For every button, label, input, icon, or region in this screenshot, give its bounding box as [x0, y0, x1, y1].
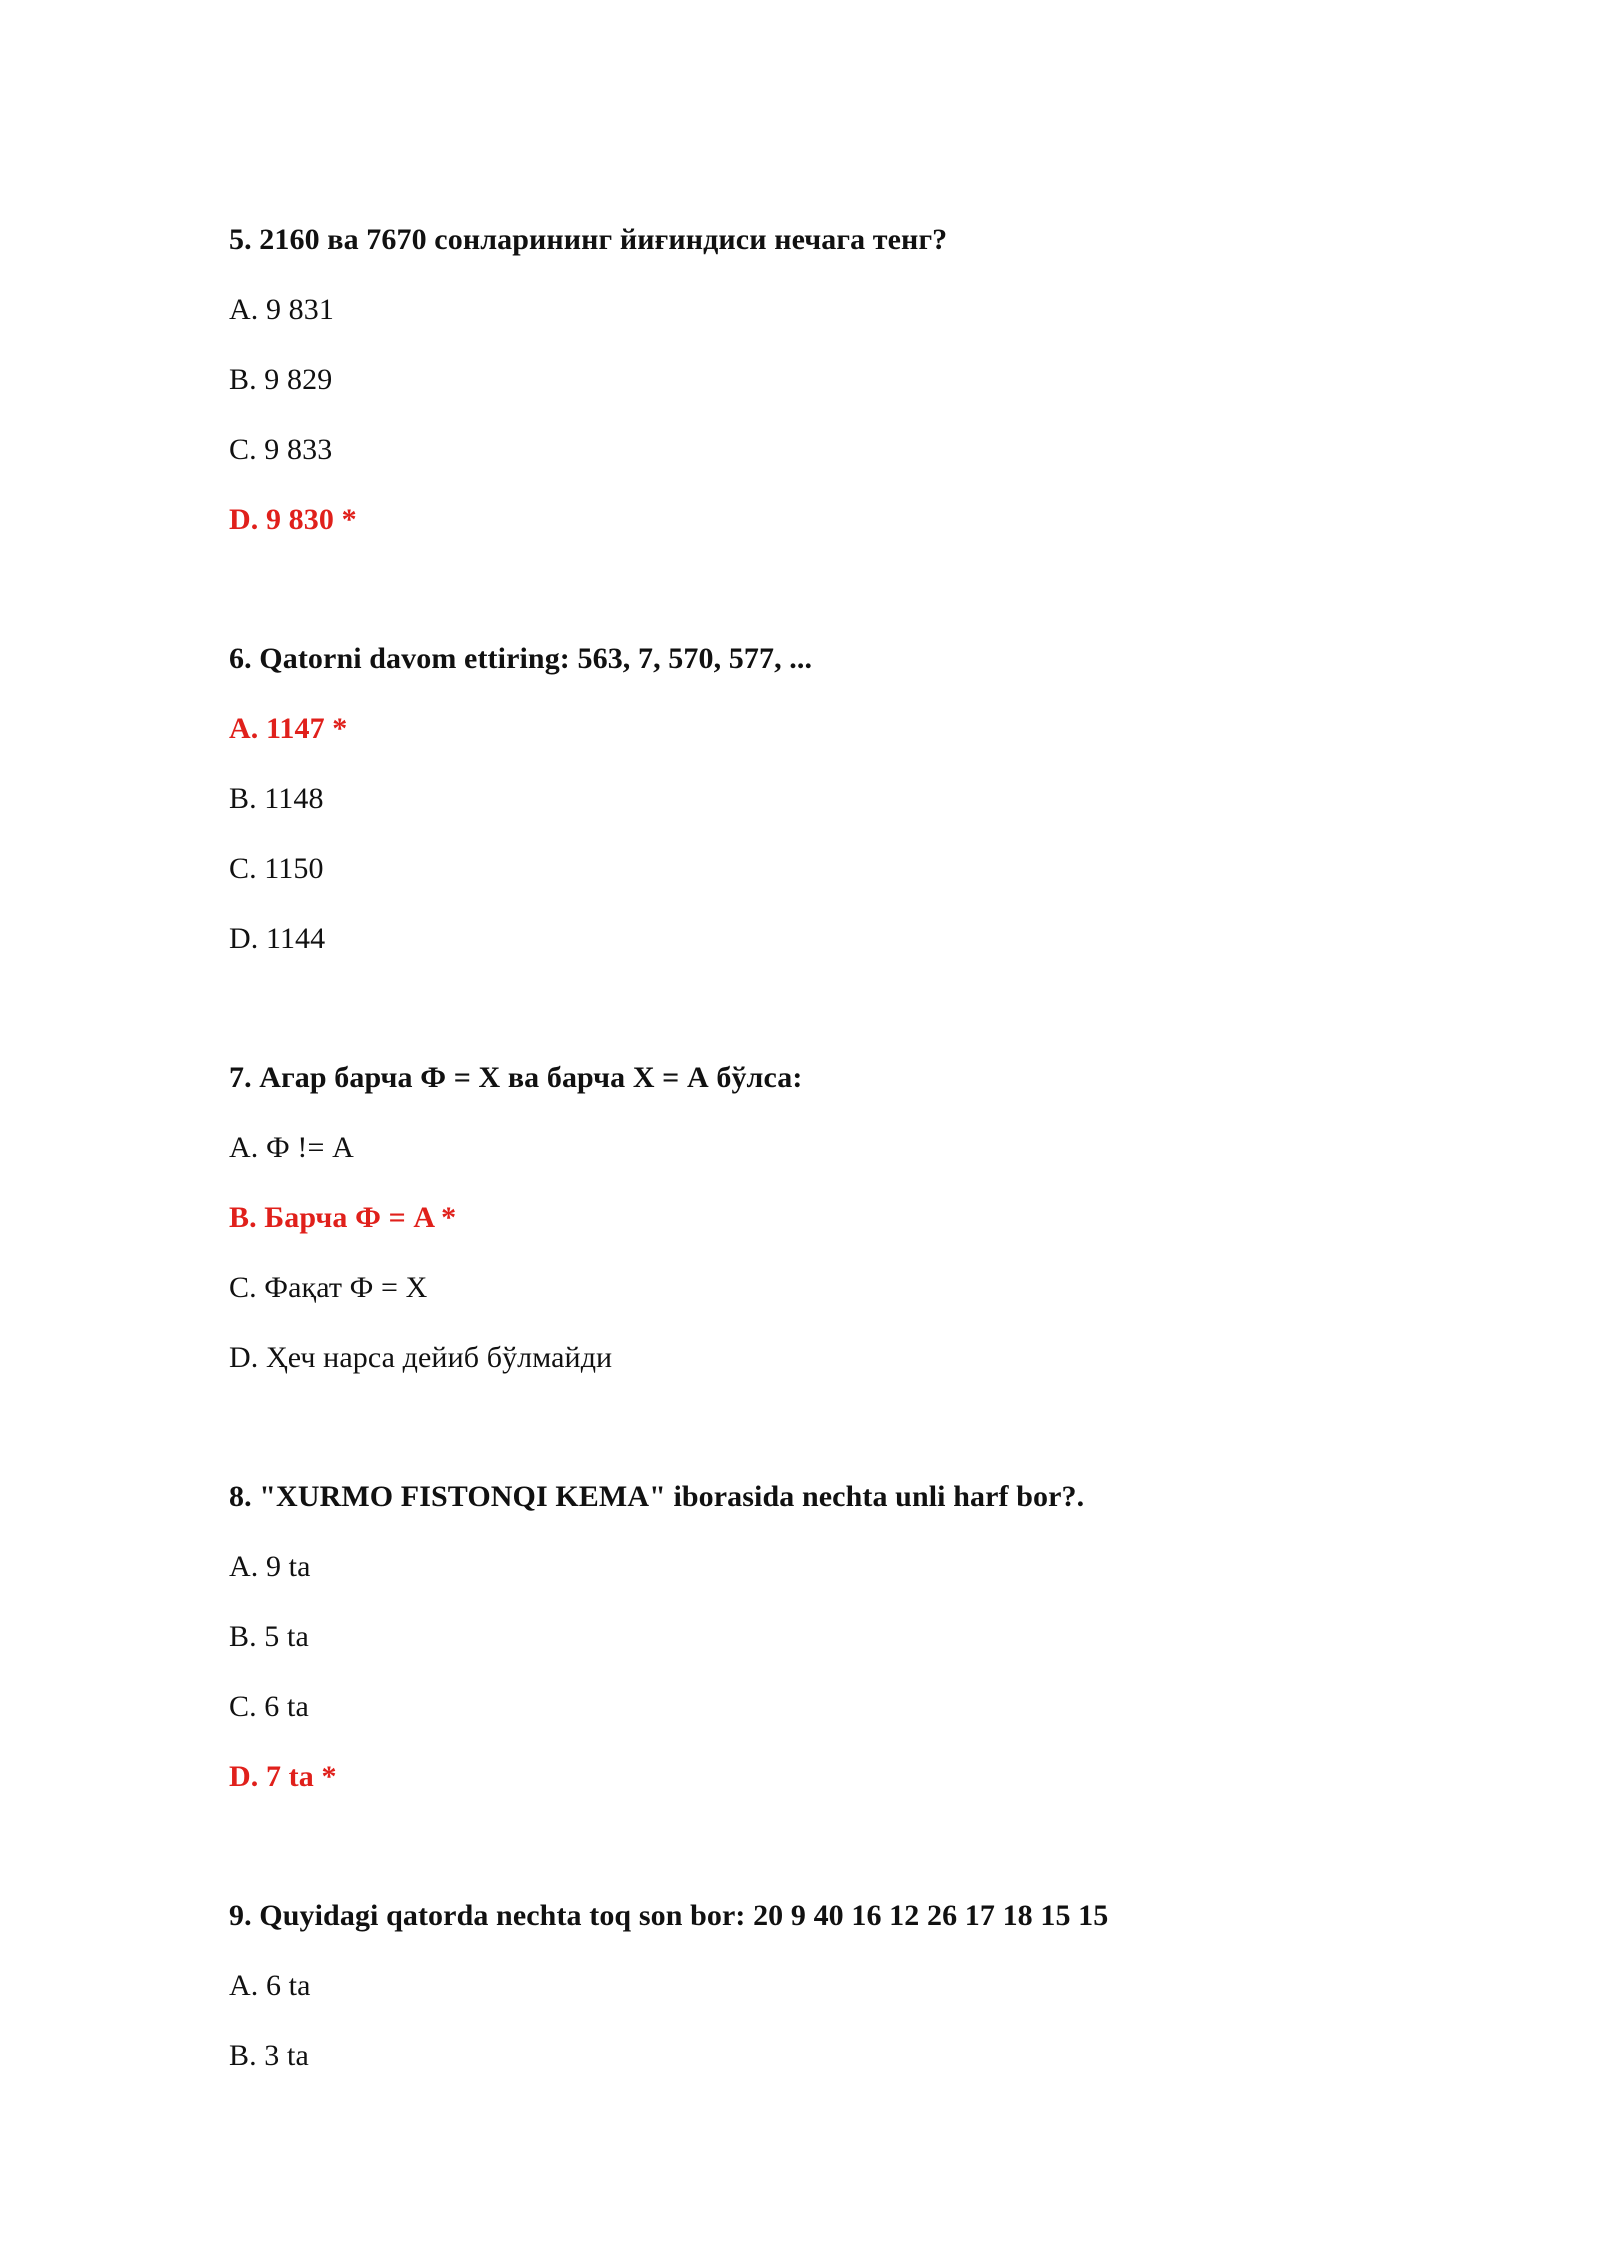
question-6-option-b: B. 1148	[229, 782, 324, 815]
question-6-option-c: C. 1150	[229, 852, 324, 885]
question-8-option-c: C. 6 ta	[229, 1690, 309, 1723]
question-5-option-d-correct: D. 9 830 *	[229, 503, 357, 536]
question-7-option-b-correct: B. Барча Ф = A *	[229, 1201, 457, 1234]
question-8-option-a: A. 9 ta	[229, 1550, 311, 1583]
question-5-option-a: A. 9 831	[229, 293, 334, 326]
question-8-option-d-correct: D. 7 ta *	[229, 1760, 337, 1793]
question-6-text: 6. Qatorni davom ettiring: 563, 7, 570, 577, ...	[229, 642, 813, 675]
question-9-option-b: B. 3 ta	[229, 2039, 309, 2072]
question-8-option-b: B. 5 ta	[229, 1620, 309, 1653]
question-6-option-a-correct: A. 1147 *	[229, 712, 348, 745]
question-5-option-b: B. 9 829	[229, 363, 333, 396]
question-7-text: 7. Агар барча Ф = Х ва барча Х = А бўлса:	[229, 1061, 803, 1094]
question-7-option-a: A. Ф != A	[229, 1131, 354, 1164]
question-5-option-c: C. 9 833	[229, 433, 333, 466]
question-6-option-d: D. 1144	[229, 922, 326, 955]
question-5-text: 5. 2160 ва 7670 сонларининг йиғиндиси нечага тенг?	[229, 223, 948, 256]
question-7-option-c: C. Фақат Ф = Х	[229, 1271, 428, 1304]
question-7-option-d: D. Ҳеч нарса дейиб бўлмайди	[229, 1341, 613, 1374]
question-9-text: 9. Quyidagi qatorda nechta toq son bor: 20 9 40 16 12 26 17 18 15 15	[229, 1899, 1109, 1932]
question-9-option-a: A. 6 ta	[229, 1969, 311, 2002]
question-8-text: 8. "XURMO FISTONQI KEMA" iborasida nechta unli harf bor?.	[229, 1480, 1085, 1513]
